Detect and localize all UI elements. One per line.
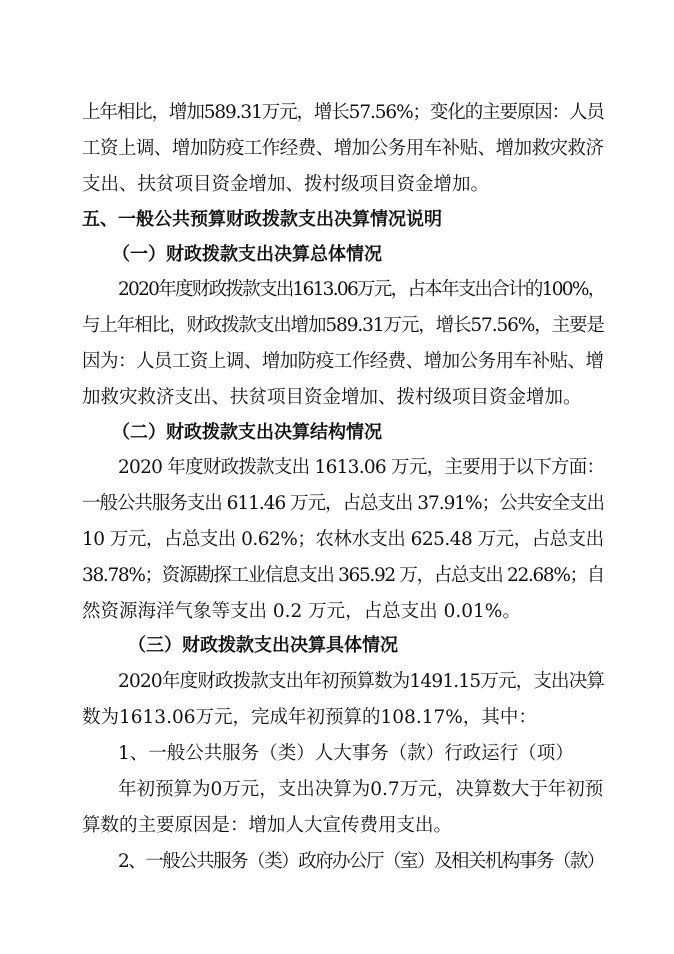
text-line: 支出、扶贫项目资金增加、拨村级项目资金增加。 xyxy=(82,174,490,195)
text-line: 年初预算为0万元，支出决算为0.7万元，决算数大于年初预 xyxy=(118,779,604,800)
text-line: 2、一般公共服务（类）政府办公厅（室）及相关机构事务（款） xyxy=(118,851,604,872)
text-line: 因为：人员工资上调、增加防疫工作经费、增加公务用车补贴、增 xyxy=(82,351,604,372)
subsection-heading: （二）财政拨款支出决算结构情况 xyxy=(112,422,382,443)
text-line: 加救灾救济支出、扶贫项目资金增加、拨村级项目资金增加。 xyxy=(82,387,582,408)
text-line: 2020年度财政拨款支出年初预算数为1491.15万元，支出决算 xyxy=(118,671,605,692)
text-line: 与上年相比，财政拨款支出增加589.31万元，增长57.56%，主要是 xyxy=(82,315,604,336)
text-line: 然资源海洋气象等支出 0.2 万元，占总支出 0.01%。 xyxy=(82,601,521,622)
text-line: 38.78%；资源勘探工业信息支出 365.92 万，占总支出 22.68%；自 xyxy=(82,565,604,586)
text-line: 算数的主要原因是：增加人大宣传费用支出。 xyxy=(82,815,453,836)
subsection-heading: （一）财政拨款支出决算总体情况 xyxy=(112,244,382,265)
text-line: 上年相比，增加589.31万元，增长57.56%；变化的主要原因：人员 xyxy=(82,102,604,123)
text-line: 工资上调、增加防疫工作经费、增加公务用车补贴、增加救灾救济 xyxy=(82,138,604,159)
text-line: 2020 年度财政拨款支出 1613.06 万元，主要用于以下方面： xyxy=(118,457,605,478)
subsection-heading: （三）财政拨款支出决算具体情况 xyxy=(128,635,398,656)
text-line: 1、一般公共服务（类）人大事务（款）行政运行（项） xyxy=(118,743,574,764)
text-line: 一般公共服务支出 611.46 万元，占总支出 37.91%；公共安全支出 xyxy=(82,493,604,514)
text-line: 10 万元，占总支出 0.62%；农林水支出 625.48 万元，占总支出 xyxy=(82,529,604,550)
section-heading: 五、一般公共预算财政拨款支出决算情况说明 xyxy=(82,209,442,230)
text-line: 2020年度财政拨款支出1613.06万元，占本年支出合计的100%， xyxy=(118,279,605,300)
text-line: 数为1613.06万元，完成年初预算的108.17%，其中： xyxy=(82,707,537,728)
